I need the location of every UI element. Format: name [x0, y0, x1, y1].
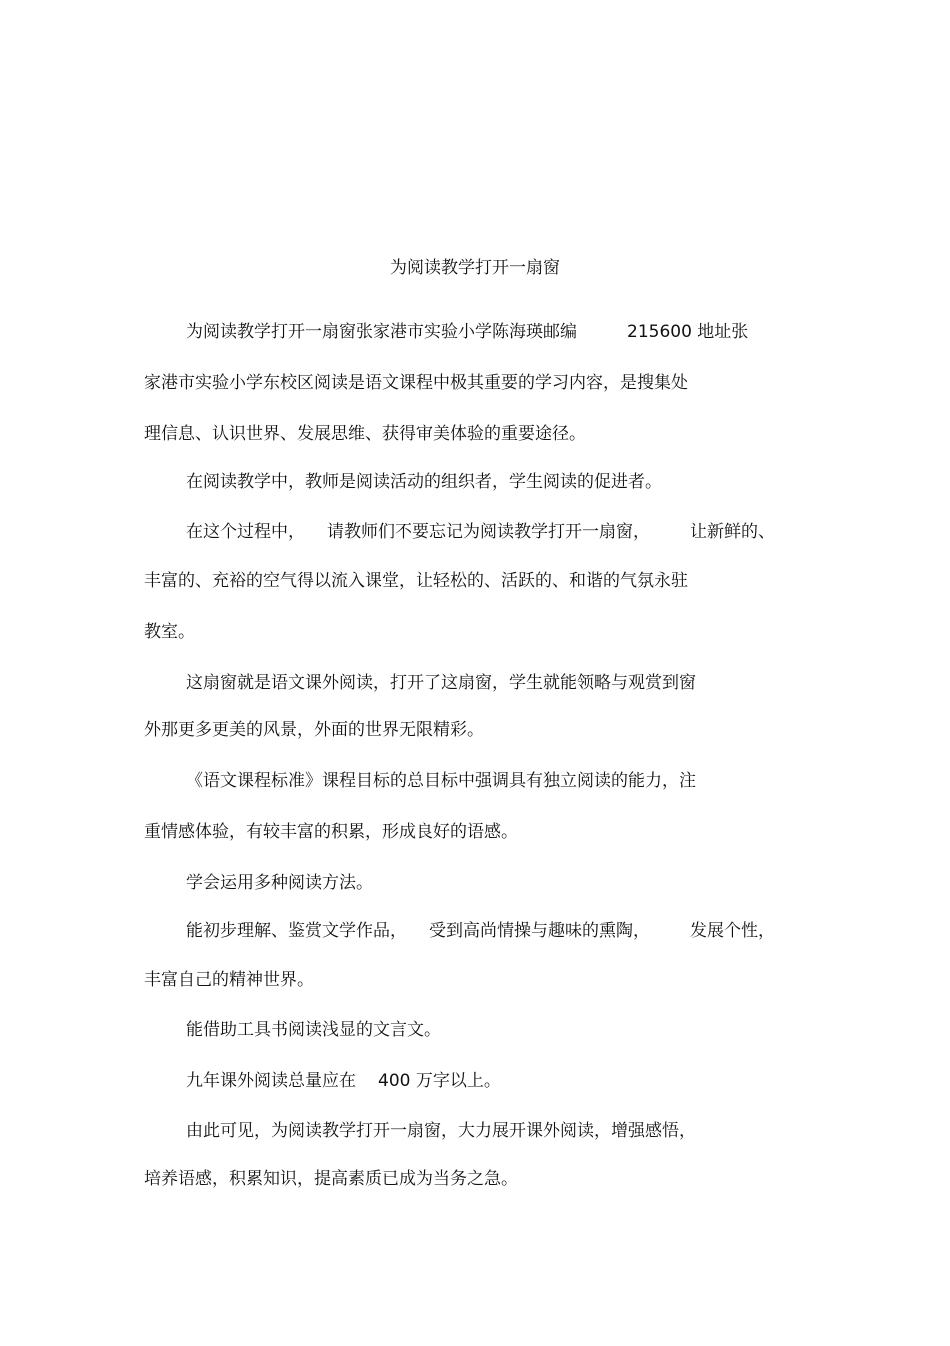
text-segment: 能初步理解、鉴赏文学作品， — [186, 921, 407, 941]
paragraph-line: 重情感体验，有较丰富的积累，形成良好的语感。 — [144, 822, 518, 842]
paragraph-line: 理信息、认识世界、发展思维、获得审美体验的重要途径。 — [144, 424, 586, 444]
text-segment: 请教师们不要忘记为阅读教学打开一扇窗， — [327, 522, 650, 542]
text-segment: 让新鲜的、 — [690, 522, 775, 542]
paragraph-line — [186, 1069, 501, 1093]
text-segment: 发展个性， — [690, 921, 775, 941]
text-segment: 受到高尚情操与趣味的熏陶， — [429, 921, 650, 941]
paragraph-line: 丰富的、充裕的空气得以流入课堂，让轻松的、活跃的、和谐的气氛永驻 — [144, 571, 688, 591]
paragraph-line — [186, 919, 775, 943]
text-segment: 400 万字以上。 — [378, 1071, 501, 1091]
paragraph-line: 培养语感，积累知识，提高素质已成为当务之急。 — [144, 1169, 518, 1189]
paragraph-line: 由此可见，为阅读教学打开一扇窗，大力展开课外阅读，增强感悟， — [186, 1121, 696, 1141]
paragraph-line: 在阅读教学中，教师是阅读活动的组织者，学生阅读的促进者。 — [186, 472, 662, 492]
paragraph-line — [186, 320, 748, 344]
text-segment: 九年课外阅读总量应在 — [186, 1071, 356, 1091]
text-segment: 为阅读教学打开一扇窗张家港市实验小学陈海瑛邮编 — [186, 322, 577, 342]
paragraph-line: 丰富自己的精神世界。 — [144, 970, 314, 990]
paragraph-line: 教室。 — [144, 622, 195, 642]
paragraph-line: 能借助工具书阅读浅显的文言文。 — [186, 1020, 441, 1040]
text-segment: 215600 地址张 — [627, 322, 749, 342]
paragraph-line: 这扇窗就是语文课外阅读，打开了这扇窗，学生就能领略与观赏到窗 — [186, 673, 696, 693]
paragraph-line: 外那更多更美的风景，外面的世界无限精彩。 — [144, 720, 484, 740]
text-segment: 在这个过程中， — [186, 522, 305, 542]
paragraph-line: 学会运用多种阅读方法。 — [186, 873, 373, 893]
paragraph-line: 家港市实验小学东校区阅读是语文课程中极其重要的学习内容，是搜集处 — [144, 373, 688, 393]
paragraph-line — [186, 520, 775, 544]
document-title: 为阅读教学打开一扇窗 — [390, 258, 560, 278]
paragraph-line: 《语文课程标准》课程目标的总目标中强调具有独立阅读的能力，注 — [186, 771, 696, 791]
